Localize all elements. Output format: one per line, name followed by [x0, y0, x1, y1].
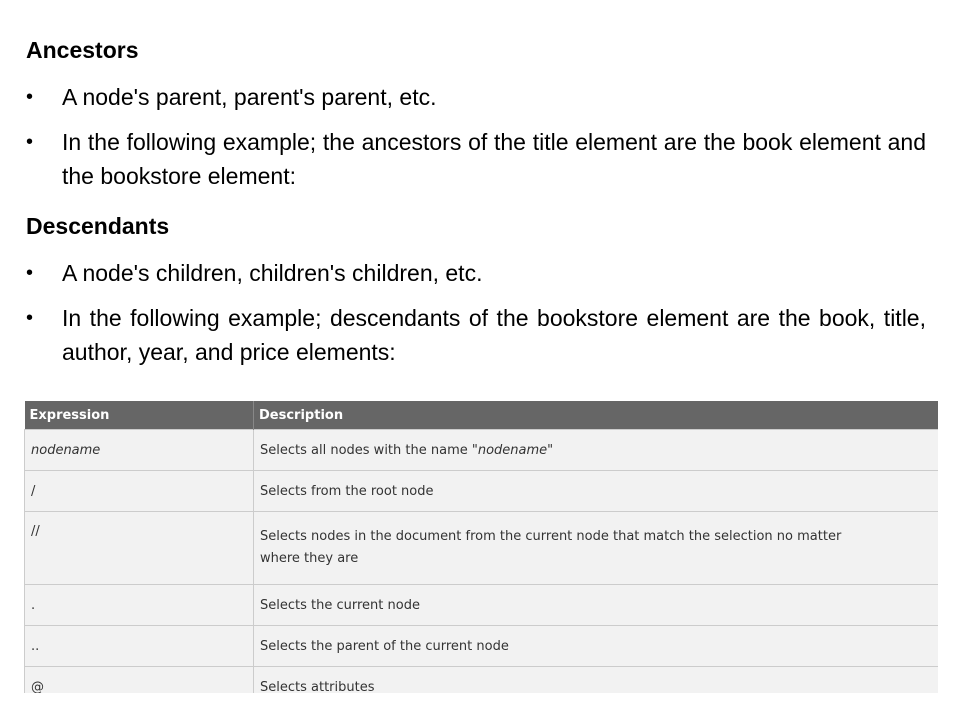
table-row	[25, 626, 939, 667]
expression-cell: .	[25, 585, 254, 626]
ancestors-bullet-2	[26, 125, 926, 193]
expression-cell: //	[25, 512, 254, 585]
description-line: Selects nodes in the document from the current node that match the selection no matter	[260, 529, 842, 544]
bullet-dot: •	[26, 131, 34, 153]
bullet-dot: •	[26, 262, 34, 284]
bullet-dot: •	[26, 307, 34, 329]
ancestors-heading: Ancestors	[26, 37, 139, 63]
description-cell: Selects attributes	[254, 667, 939, 694]
description-cell: Selects the current node	[254, 585, 939, 626]
description-cell: Selects from the root node	[254, 471, 939, 512]
table-row	[25, 667, 939, 694]
descendants-bullet-2	[26, 301, 926, 369]
bullet-text: A node's children, children's children, etc.	[62, 260, 483, 286]
table-row	[25, 585, 939, 626]
table-row	[25, 512, 939, 585]
expression-cell: @	[25, 667, 254, 694]
table-row	[25, 471, 939, 512]
description-line: where they are	[260, 551, 359, 566]
description-cell	[254, 512, 939, 585]
bullet-dot: •	[26, 86, 34, 108]
expression-table	[24, 401, 938, 693]
description-text: Selects all nodes with the name "	[260, 442, 478, 458]
description-cell: Selects the parent of the current node	[254, 626, 939, 667]
bullet-text: In the following example; descendants of the bookstore element are the book, title, author, year, and price elements:	[62, 305, 926, 365]
descendants-heading: Descendants	[26, 213, 170, 239]
bullet-text: A node's parent, parent's parent, etc.	[62, 84, 437, 110]
table-row	[25, 430, 939, 471]
ancestors-bullet-1	[26, 80, 926, 114]
expression-cell: /	[25, 471, 254, 512]
description-cell	[254, 430, 939, 471]
header-expression: Expression	[25, 401, 254, 430]
description-text: "	[547, 442, 554, 458]
description-italic: nodename	[477, 442, 548, 458]
expression-cell: ..	[25, 626, 254, 667]
bullet-text: In the following example; the ancestors of the title element are the book element and the bookstore element:	[62, 129, 926, 189]
descendants-bullet-1	[26, 256, 926, 290]
table-header-row	[25, 401, 939, 430]
expression-cell: nodename	[25, 430, 254, 471]
xpath-expression-table	[24, 401, 938, 693]
header-description: Description	[254, 401, 939, 430]
